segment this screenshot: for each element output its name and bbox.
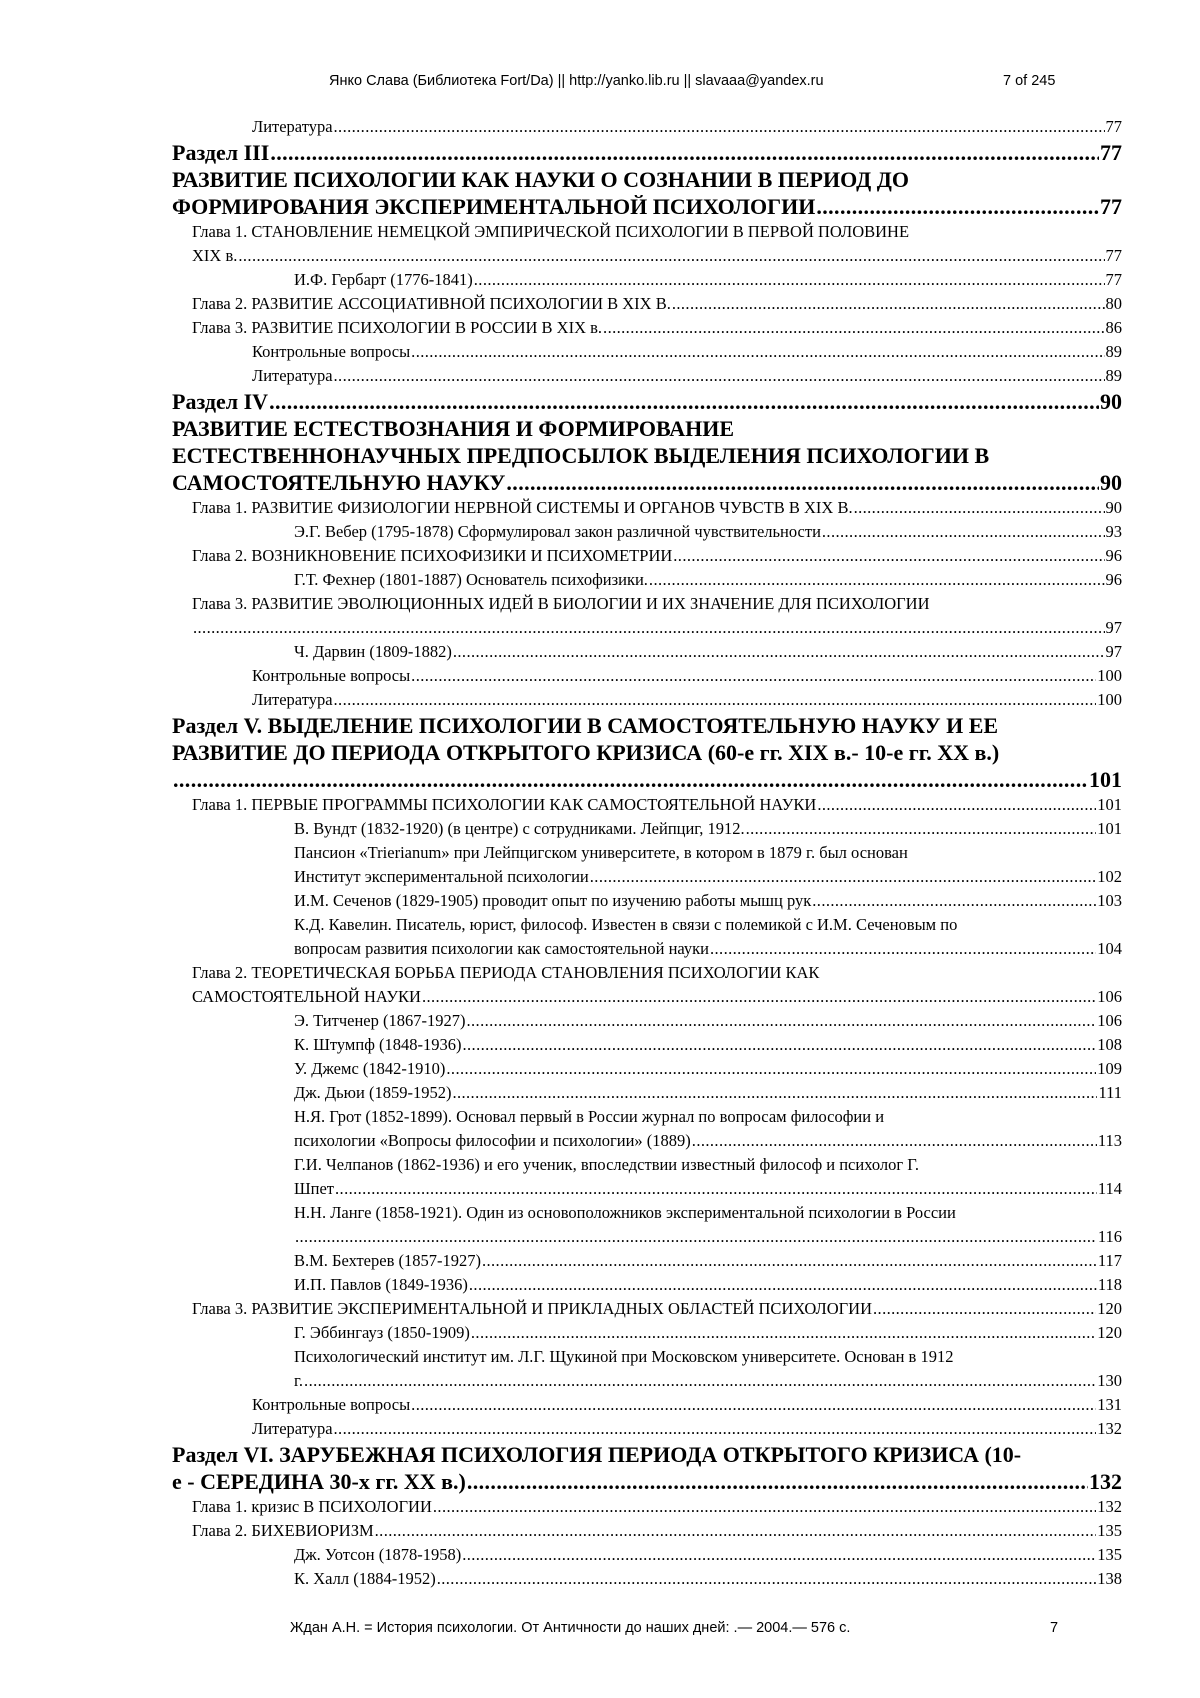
toc-entry-line	[172, 193, 1122, 220]
toc-entry-line	[192, 1495, 1122, 1519]
toc-entry-page: 90	[1100, 470, 1122, 495]
toc-entry-title-line: Глава 1. СТАНОВЛЕНИЕ НЕМЕЦКОЙ ЭМПИРИЧЕСКОЙ ПСИХОЛОГИИ В ПЕРВОЙ ПОЛОВИНЕ	[192, 222, 910, 241]
toc-entry-page: 132	[1089, 1469, 1122, 1494]
toc-entry-page: 86	[1105, 318, 1122, 337]
toc-entry-line	[294, 1321, 1122, 1345]
toc-entry[interactable]	[172, 1273, 1122, 1297]
dot-leader	[335, 1177, 1097, 1201]
toc-entry-title-line: РАЗВИТИЕ ДО ПЕРИОДА ОТКРЫТОГО КРИЗИСА (60-е гг. XIX в.- 10-е гг. XX в.)	[172, 740, 1000, 765]
toc-entry-title: Контрольные вопросы	[252, 666, 411, 685]
toc-entry-title: Э. Титченер (1867-1927)	[294, 1011, 466, 1030]
toc-entry-line	[172, 388, 1122, 415]
toc-entry-title: Глава 3. РАЗВИТИЕ ПСИХОЛОГИИ В РОССИИ В XIX в.	[192, 318, 603, 337]
toc-entry[interactable]	[172, 1495, 1122, 1519]
toc-entry-line	[192, 616, 1122, 640]
dot-leader	[817, 793, 1096, 817]
toc-entry-line	[252, 115, 1122, 139]
toc-entry-page: 96	[1105, 570, 1122, 589]
toc-entry[interactable]	[172, 889, 1122, 913]
toc-entry[interactable]	[172, 139, 1122, 166]
toc-entry[interactable]	[172, 1567, 1122, 1591]
toc-entry[interactable]	[172, 316, 1122, 340]
dot-leader	[453, 640, 1105, 664]
dot-leader	[304, 1369, 1096, 1393]
dot-leader	[746, 817, 1097, 841]
toc-entry-page: 113	[1097, 1131, 1122, 1150]
toc-entry-title-line: РАЗВИТИЕ ЕСТЕСТВОЗНАНИЯ И ФОРМИРОВАНИЕ	[172, 416, 735, 441]
dot-leader	[672, 292, 1105, 316]
toc-entry-line	[192, 292, 1122, 316]
toc-entry-page: 89	[1105, 342, 1122, 361]
toc-entry-title-line: Глава 3. РАЗВИТИЕ ЭВОЛЮЦИОННЫХ ИДЕЙ В БИОЛОГИИ И ИХ ЗНАЧЕНИЕ ДЛЯ ПСИХОЛОГИИ	[192, 594, 930, 613]
toc-entry-title: И.М. Сеченов (1829-1905) проводит опыт по изучению работы мышц рук	[294, 891, 812, 910]
toc-entry-title: Г. Эббингауз (1850-1909)	[294, 1323, 470, 1342]
toc-entry-line	[192, 793, 1122, 817]
toc-entry-line	[172, 469, 1122, 496]
toc-entry-line	[252, 664, 1122, 688]
toc-entry-page: 100	[1097, 690, 1122, 709]
toc-entry-page: 132	[1097, 1497, 1122, 1516]
toc-entry[interactable]	[172, 592, 1122, 640]
dot-leader	[710, 937, 1096, 961]
toc-entry[interactable]	[172, 1297, 1122, 1321]
toc-entry[interactable]	[172, 1417, 1122, 1441]
toc-entry[interactable]	[172, 1081, 1122, 1105]
toc-entry-page: 106	[1097, 987, 1122, 1006]
toc-entry-title-line: Пансион «Trierianum» при Лейпцигском университете, в котором в 1879 г. был основан	[294, 843, 908, 862]
toc-entry-page: 101	[1097, 795, 1122, 814]
toc-entry-page: 77	[1105, 246, 1122, 265]
footer-page-number: 7	[1050, 1620, 1059, 1636]
header-page-count: 7 of 245	[1003, 73, 1056, 89]
toc-entry[interactable]	[172, 1519, 1122, 1543]
dot-leader	[422, 985, 1096, 1009]
toc-entry-page: 101	[1097, 819, 1122, 838]
toc-entry-title: Дж. Уотсон (1878-1958)	[294, 1545, 462, 1564]
toc-entry-title-line: К.Д. Кавелин. Писатель, юрист, философ. Известен в связи с полемикой с И.М. Сеченовым по	[294, 915, 958, 934]
toc-entry[interactable]	[172, 1345, 1122, 1393]
toc-entry-page: 111	[1098, 1083, 1122, 1102]
toc-entry[interactable]	[172, 1009, 1122, 1033]
dot-leader	[467, 1468, 1088, 1495]
toc-entry-line	[172, 139, 1122, 166]
toc-entry-page: 97	[1105, 642, 1122, 661]
toc-entry-line	[172, 766, 1122, 793]
page-header	[0, 73, 1200, 93]
toc-entry-line	[192, 244, 1122, 268]
toc-entry-page: 114	[1097, 1179, 1122, 1198]
toc-entry[interactable]	[172, 520, 1122, 544]
toc-entry[interactable]	[172, 961, 1122, 1009]
toc-entry-line	[252, 1393, 1122, 1417]
dot-leader	[433, 1495, 1096, 1519]
toc-entry[interactable]	[172, 640, 1122, 664]
toc-entry-title: Глава 2. ВОЗНИКНОВЕНИЕ ПСИХОФИЗИКИ И ПСИХОМЕТРИИ	[192, 546, 673, 565]
toc-entry[interactable]	[172, 664, 1122, 688]
toc-entry[interactable]	[172, 268, 1122, 292]
toc-entry-title: е - СЕРЕДИНА 30-х гг. XX в.)	[172, 1469, 466, 1494]
toc-entry-line	[294, 1249, 1122, 1273]
toc-entry[interactable]	[172, 115, 1122, 139]
toc-entry-title: Э.Г. Вебер (1795-1878) Сформулировал закон различной чувствительности	[294, 522, 821, 541]
toc-entry-title: Глава 2. БИХЕВИОРИЗМ	[192, 1521, 374, 1540]
toc-entry-title: Контрольные вопросы	[252, 342, 411, 361]
dot-leader	[238, 244, 1104, 268]
dot-leader	[506, 469, 1099, 496]
toc-entry-line	[294, 1177, 1122, 1201]
dot-leader	[334, 364, 1105, 388]
toc-entry-title-line: Психологический институт им. Л.Г. Щукиной при Московском университете. Основан в 1912	[294, 1347, 954, 1366]
toc-entry-title-line: Н.Н. Ланге (1858-1921). Один из основоположников экспериментальной психологии в России	[294, 1203, 956, 1222]
dot-leader	[469, 1273, 1097, 1297]
toc-entry[interactable]	[172, 688, 1122, 712]
toc-entry[interactable]	[172, 292, 1122, 316]
toc-entry-page: 77	[1100, 140, 1122, 165]
toc-entry-line	[294, 568, 1122, 592]
toc-entry-title: В.М. Бехтерев (1857-1927)	[294, 1251, 481, 1270]
toc-entry-page: 131	[1097, 1395, 1122, 1414]
toc-entry-line	[294, 268, 1122, 292]
toc-entry-title-line: Глава 2. ТЕОРЕТИЧЕСКАЯ БОРЬБА ПЕРИОДА СТАНОВЛЕНИЯ ПСИХОЛОГИИ КАК	[192, 963, 820, 982]
toc-entry-page: 135	[1097, 1545, 1122, 1564]
dot-leader	[822, 520, 1105, 544]
toc-entry[interactable]	[172, 1201, 1122, 1249]
toc-entry-title: Г.Т. Фехнер (1801-1887) Основатель психофизики.	[294, 570, 648, 589]
toc-entry-title: Раздел III	[172, 140, 270, 165]
toc-entry-title: Литература	[252, 366, 333, 385]
toc-entry-page: 135	[1097, 1521, 1122, 1540]
dot-leader	[649, 568, 1105, 592]
toc-entry-title: И.П. Павлов (1849-1936)	[294, 1275, 468, 1294]
toc-entry-line	[252, 364, 1122, 388]
dot-leader	[375, 1519, 1097, 1543]
toc-entry-page: 117	[1097, 1251, 1122, 1270]
toc-entry-page: 96	[1105, 546, 1122, 565]
toc-entry-line	[294, 1057, 1122, 1081]
toc-entry[interactable]	[172, 712, 1122, 793]
toc-entry-line	[172, 1468, 1122, 1495]
toc-entry-title: САМОСТОЯТЕЛЬНОЙ НАУКИ	[192, 987, 421, 1006]
toc-entry-page: 103	[1097, 891, 1122, 910]
toc-entry[interactable]	[172, 841, 1122, 889]
toc-entry[interactable]	[172, 568, 1122, 592]
dot-leader	[854, 496, 1105, 520]
toc-entry-page: 77	[1105, 117, 1122, 136]
toc-entry-title-line: Н.Я. Грот (1852-1899). Основал первый в России журнал по вопросам философии и	[294, 1107, 885, 1126]
toc-entry-title: Литература	[252, 117, 333, 136]
toc-entry-page: 90	[1100, 389, 1122, 414]
toc-entry-line	[192, 544, 1122, 568]
toc-entry-title: САМОСТОЯТЕЛЬНУЮ НАУКУ	[172, 470, 506, 495]
toc-entry-page: 100	[1097, 666, 1122, 685]
toc-entry-line	[294, 1081, 1122, 1105]
toc-entry-title: И.Ф. Гербарт (1776-1841)	[294, 270, 473, 289]
toc-entry-title: XIX в.	[192, 246, 238, 265]
dot-leader	[334, 1417, 1097, 1441]
toc-entry[interactable]	[172, 793, 1122, 817]
toc-entry[interactable]	[172, 415, 1122, 496]
toc-entry-title: Раздел IV	[172, 389, 269, 414]
toc-entry-line	[294, 1273, 1122, 1297]
toc-entry-line	[192, 496, 1122, 520]
dot-leader	[467, 1009, 1097, 1033]
toc-entry-title-line: ЕСТЕСТВЕННОНАУЧНЫХ ПРЕДПОСЫЛОК ВЫДЕЛЕНИЯ ПСИХОЛОГИИ В	[172, 443, 990, 468]
toc-entry-page: 77	[1105, 270, 1122, 289]
toc-entry-line	[294, 520, 1122, 544]
dot-leader	[816, 193, 1099, 220]
toc-entry[interactable]	[172, 1393, 1122, 1417]
toc-entry-line	[294, 1033, 1122, 1057]
toc-entry[interactable]	[172, 1153, 1122, 1201]
dot-leader	[463, 1033, 1097, 1057]
toc-entry-title: К. Халл (1884-1952)	[294, 1569, 436, 1588]
toc-entry-title: Ч. Дарвин (1809-1882)	[294, 642, 452, 661]
dot-leader	[452, 1081, 1097, 1105]
toc-entry[interactable]	[172, 1543, 1122, 1567]
toc-entry-line	[294, 1225, 1122, 1249]
dot-leader	[873, 1297, 1096, 1321]
toc-entry-line	[192, 985, 1122, 1009]
toc-entry-title: вопросам развития психологии как самостоятельной науки	[294, 939, 709, 958]
toc-entry[interactable]	[172, 1441, 1122, 1495]
toc-entry-title: Литература	[252, 690, 333, 709]
toc-entry-line	[192, 316, 1122, 340]
toc-entry[interactable]	[172, 340, 1122, 364]
toc-entry-line	[294, 937, 1122, 961]
toc-entry-page: 108	[1097, 1035, 1122, 1054]
toc-entry-line	[294, 640, 1122, 664]
toc-entry-page: 102	[1097, 867, 1122, 886]
toc-entry-page: 93	[1105, 522, 1122, 541]
toc-entry-title: Глава 2. РАЗВИТИЕ АССОЦИАТИВНОЙ ПСИХОЛОГИИ В XIX В.	[192, 294, 671, 313]
dot-leader	[295, 1225, 1097, 1249]
toc-entry-title-line: Раздел V. ВЫДЕЛЕНИЕ ПСИХОЛОГИИ В САМОСТОЯТЕЛЬНУЮ НАУКУ И ЕЕ	[172, 713, 999, 738]
toc-entry-title: Контрольные вопросы	[252, 1395, 411, 1414]
toc-entry[interactable]	[172, 544, 1122, 568]
toc-entry-title-line: РАЗВИТИЕ ПСИХОЛОГИИ КАК НАУКИ О СОЗНАНИИ В ПЕРИОД ДО	[172, 167, 909, 192]
toc-entry-title: Глава 3. РАЗВИТИЕ ЭКСПЕРИМЕНТАЛЬНОЙ И ПРИКЛАДНЫХ ОБЛАСТЕЙ ПСИХОЛОГИИ	[192, 1299, 873, 1318]
toc-entry-line	[294, 889, 1122, 913]
toc-entry[interactable]	[172, 1321, 1122, 1345]
toc-entry-page: 106	[1097, 1011, 1122, 1030]
toc-entry-page: 104	[1097, 939, 1122, 958]
toc-entry-line	[192, 1519, 1122, 1543]
dot-leader	[269, 388, 1099, 415]
dot-leader	[411, 664, 1096, 688]
toc-entry-line	[294, 1369, 1122, 1393]
toc-entry-line	[294, 1567, 1122, 1591]
toc-entry-page: 77	[1100, 194, 1122, 219]
toc-entry-title: Шпет	[294, 1179, 335, 1198]
toc-entry[interactable]	[172, 166, 1122, 220]
dot-leader	[193, 616, 1105, 640]
toc-entry-line	[294, 817, 1122, 841]
toc-entry-title: Дж. Дьюи (1859-1952)	[294, 1083, 452, 1102]
toc-entry-title: У. Джемс (1842-1910)	[294, 1059, 446, 1078]
toc-entry[interactable]	[172, 388, 1122, 415]
toc-entry[interactable]	[172, 817, 1122, 841]
toc-entry-page: 130	[1097, 1371, 1122, 1390]
dot-leader	[673, 544, 1104, 568]
toc-entry-page: 90	[1105, 498, 1122, 517]
toc-entry[interactable]	[172, 1033, 1122, 1057]
toc-entry-page: 120	[1097, 1299, 1122, 1318]
toc-entry-page: 116	[1097, 1227, 1122, 1246]
toc-entry-title-line: Г.И. Челпанов (1862-1936) и его ученик, впоследствии известный философ и психолог Г.	[294, 1155, 920, 1174]
dot-leader	[334, 688, 1097, 712]
toc-entry-line	[294, 1129, 1122, 1153]
dot-leader	[590, 865, 1096, 889]
toc-entry-page: 138	[1097, 1569, 1122, 1588]
dot-leader	[474, 268, 1105, 292]
dot-leader	[411, 1393, 1096, 1417]
toc-entry-title: К. Штумпф (1848-1936)	[294, 1035, 462, 1054]
toc-entry-line	[192, 1297, 1122, 1321]
dot-leader	[270, 139, 1099, 166]
toc-entry[interactable]	[172, 1105, 1122, 1153]
dot-leader	[692, 1129, 1097, 1153]
toc-entry[interactable]	[172, 1249, 1122, 1273]
toc-entry-page: 80	[1105, 294, 1122, 313]
dot-leader	[173, 766, 1088, 793]
toc-entry-title: Литература	[252, 1419, 333, 1438]
toc-entry-line	[294, 1543, 1122, 1567]
header-source: Янко Слава (Библиотека Fort/Da) || http://yanko.lib.ru || slavaaa@yandex.ru	[329, 73, 824, 89]
toc-entry-title: В. Вундт (1832-1920) (в центре) с сотрудниками. Лейпциг, 1912.	[294, 819, 745, 838]
toc-entry-line	[252, 688, 1122, 712]
dot-leader	[462, 1543, 1096, 1567]
dot-leader	[437, 1567, 1097, 1591]
toc-entry-line	[252, 1417, 1122, 1441]
toc-entry-title: Глава 1. РАЗВИТИЕ ФИЗИОЛОГИИ НЕРВНОЙ СИСТЕМЫ И ОРГАНОВ ЧУВСТВ В XIX В.	[192, 498, 853, 517]
toc-entry-title-line: Раздел VI. ЗАРУБЕЖНАЯ ПСИХОЛОГИЯ ПЕРИОДА ОТКРЫТОГО КРИЗИСА (10-	[172, 1442, 1022, 1467]
page-footer	[0, 1620, 1200, 1640]
toc-entry-page: 118	[1097, 1275, 1122, 1294]
toc-entry-page: 120	[1097, 1323, 1122, 1342]
dot-leader	[482, 1249, 1097, 1273]
dot-leader	[812, 889, 1096, 913]
toc-entry[interactable]	[172, 496, 1122, 520]
toc-entry-page: 97	[1105, 618, 1122, 637]
toc-entry[interactable]	[172, 364, 1122, 388]
dot-leader	[471, 1321, 1096, 1345]
dot-leader	[446, 1057, 1096, 1081]
toc-entry-page: 109	[1097, 1059, 1122, 1078]
toc-entry-page: 101	[1089, 767, 1122, 792]
toc-entry[interactable]	[172, 220, 1122, 268]
table-of-contents	[172, 115, 1122, 1591]
toc-entry-title: ФОРМИРОВАНИЯ ЭКСПЕРИМЕНТАЛЬНОЙ ПСИХОЛОГИИ	[172, 194, 816, 219]
toc-entry-page: 89	[1105, 366, 1122, 385]
dot-leader	[334, 115, 1105, 139]
dot-leader	[411, 340, 1104, 364]
toc-entry-title: психологии «Вопросы философии и психологии» (1889)	[294, 1131, 691, 1150]
footer-citation: Ждан А.Н. = История психологии. От Античности до наших дней: .— 2004.— 576 с.	[290, 1620, 851, 1636]
toc-entry[interactable]	[172, 1057, 1122, 1081]
toc-entry[interactable]	[172, 913, 1122, 961]
toc-entry-line	[252, 340, 1122, 364]
dot-leader	[603, 316, 1104, 340]
toc-entry-page: 132	[1097, 1419, 1122, 1438]
toc-entry-title: г.	[294, 1371, 304, 1390]
toc-entry-title: Глава 1. ПЕРВЫЕ ПРОГРАММЫ ПСИХОЛОГИИ КАК САМОСТОЯТЕЛЬНОЙ НАУКИ	[192, 795, 817, 814]
toc-entry-line	[294, 1009, 1122, 1033]
toc-entry-line	[294, 865, 1122, 889]
toc-entry-title: Институт экспериментальной психологии	[294, 867, 589, 886]
toc-entry-title: Глава 1. кризис В ПСИХОЛОГИИ	[192, 1497, 432, 1516]
